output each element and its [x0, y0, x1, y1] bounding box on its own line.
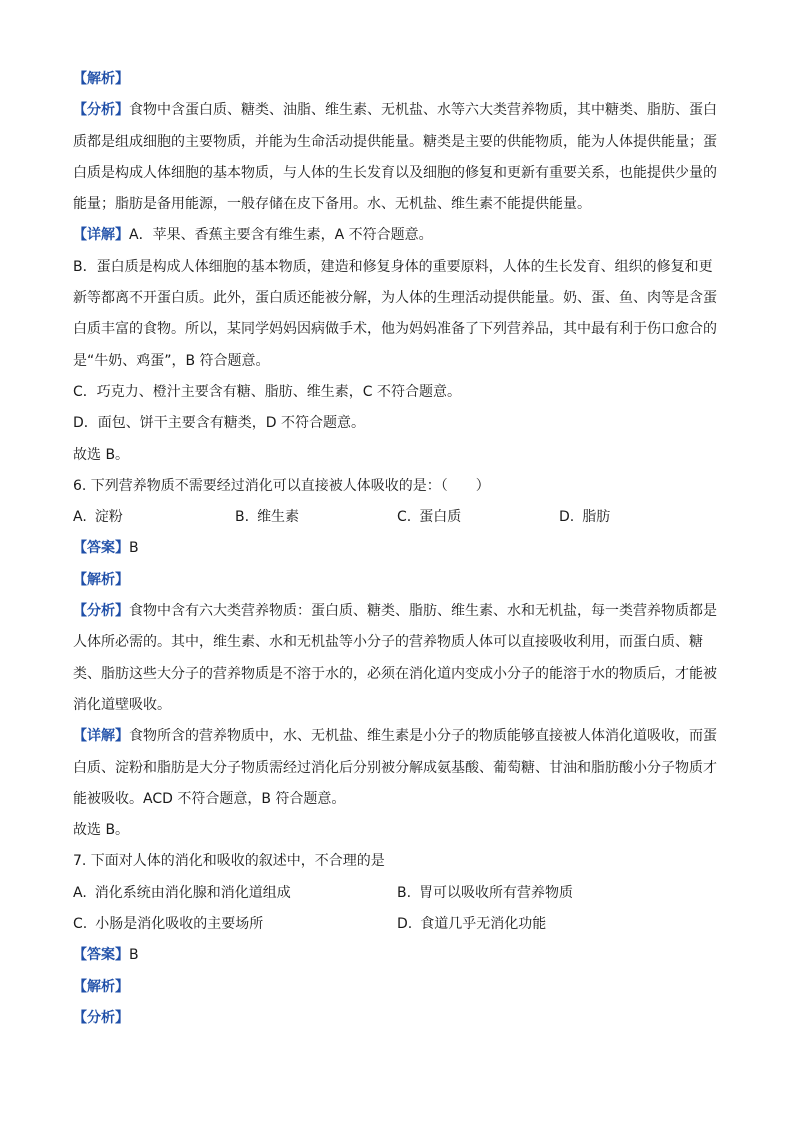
- option-letter: D.: [559, 509, 575, 526]
- q5-b-line-3: 白质丰富的食物。所以，某同学妈妈因病做手术，他为妈妈准备了下列营养品，其中最有利于伤口愈合的: [73, 321, 717, 338]
- answer-tag: 【答案】: [73, 947, 129, 964]
- jiexi-tag: 【解析】: [73, 571, 129, 588]
- q7-options-row-1: [73, 878, 721, 909]
- option-text: 小肠是消化吸收的主要场所: [95, 916, 264, 933]
- option-text: 食道几乎无消化功能: [420, 916, 547, 933]
- q6-option-c: [397, 502, 461, 533]
- q6-fenxi-line-4: 消化道壁吸收。: [73, 696, 171, 713]
- q6-stem: 6. 下列营养物质不需要经过消化可以直接被人体吸收的是：（ ）: [73, 477, 490, 494]
- q7-option-b: [397, 878, 573, 909]
- xiangjie-tag: 【详解】: [73, 227, 129, 244]
- q6-options: [73, 502, 721, 533]
- option-text: 维生素: [257, 509, 300, 526]
- q5-b-line-1: B．蛋白质是构成人体细胞的基本物质，建造和修复身体的重要原料，人体的生长发育、组织的修复和更: [73, 258, 713, 275]
- q6-xiangjie-line-3: 能被吸收。ACD 不符合题意，B 符合题意。: [73, 790, 346, 807]
- option-text: 蛋白质: [419, 509, 462, 526]
- option-letter: A.: [73, 884, 87, 901]
- q6-fenxi-line-3: 类、脂肪这些大分子的营养物质是不溶于水的，必须在消化道内变成小分子的能溶于水的物质后，才能被: [73, 665, 717, 682]
- q5-fenxi-line-2: 质都是组成细胞的主要物质，并能为生命活动提供能量。糖类是主要的供能物质，能为人体提供能量；蛋: [73, 133, 717, 150]
- q7-option-d: [397, 909, 546, 940]
- fenxi-tag: 【分析】: [73, 1009, 129, 1026]
- q6-xiangjie-line-1: [73, 721, 721, 752]
- q5-xiangjie-a: [73, 220, 721, 251]
- q6-option-d: [559, 502, 610, 533]
- xiangjie-text: 食物所含的营养物质中，水、无机盐、维生素是小分子的物质能够直接被人体消化道吸收，而蛋: [129, 728, 717, 745]
- q5-b-line-4: 是“牛奶、鸡蛋”，B 符合题意。: [73, 352, 270, 369]
- fenxi-tag: 【分析】: [73, 102, 129, 119]
- q7-option-c: [73, 909, 263, 940]
- option-letter: C.: [73, 916, 88, 933]
- option-letter: A.: [73, 509, 87, 526]
- q6-fenxi-line-2: 人体所必需的。其中，维生素、水和无机盐等小分子的营养物质人体可以直接吸收利用，而蛋白质、糖: [73, 634, 703, 651]
- jiexi-tag: 【解析】: [73, 978, 129, 995]
- answer-value: B: [129, 947, 139, 964]
- q7-answer: [73, 940, 721, 971]
- option-text: 胃可以吸收所有营养物质: [419, 884, 574, 901]
- xiangjie-text: A．苹果、香蕉主要含有维生素，A 不符合题意。: [129, 227, 433, 244]
- q6-conclusion: 故选 B。: [73, 822, 130, 839]
- option-letter: C.: [397, 509, 412, 526]
- q6-xiangjie-line-2: 白质、淀粉和脂肪是大分子物质需经过消化后分别被分解成氨基酸、葡萄糖、甘油和脂肪酸小分子物质才: [73, 759, 717, 776]
- xiangjie-tag: 【详解】: [73, 728, 129, 745]
- q7-options-row-2: [73, 909, 721, 940]
- q7-option-a: [73, 878, 291, 909]
- q5-fenxi-line-3: 白质是构成人体细胞的基本物质，与人体的生长发育以及细胞的修复和更新有重要关系，也能提供少量的: [73, 164, 717, 181]
- answer-value: B: [129, 540, 139, 557]
- fenxi-tag: 【分析】: [73, 603, 129, 620]
- option-letter: B.: [397, 884, 412, 901]
- fenxi-text: 食物中含蛋白质、糖类、油脂、维生素、无机盐、水等六大类营养物质，其中糖类、脂肪、蛋白: [129, 102, 717, 119]
- q6-option-b: [235, 502, 299, 533]
- q5-b-line-2: 新等都离不开蛋白质。此外，蛋白质还能被分解，为人体的生理活动提供能量。奶、蛋、鱼、肉等是含蛋: [73, 290, 717, 307]
- q6-answer: [73, 533, 721, 564]
- q7-stem: 7. 下面对人体的消化和吸收的叙述中，不合理的是: [73, 853, 385, 870]
- q5-jiexi-heading: [73, 64, 721, 95]
- fenxi-text: 食物中含有六大类营养物质：蛋白质、糖类、脂肪、维生素、水和无机盐，每一类营养物质都是: [129, 603, 717, 620]
- q5-fenxi-line-1: [73, 95, 721, 126]
- option-letter: B.: [235, 509, 250, 526]
- q5-conclusion: 故选 B。: [73, 446, 130, 463]
- q6-jiexi-heading: [73, 565, 721, 596]
- answer-tag: 【答案】: [73, 540, 129, 557]
- q6-option-a: [73, 502, 123, 533]
- q7-jiexi-heading: [73, 972, 721, 1003]
- option-text: 消化系统由消化腺和消化道组成: [94, 884, 291, 901]
- q5-c-line: C．巧克力、橙汁主要含有糖、脂肪、维生素，C 不符合题意。: [73, 383, 461, 400]
- q5-d-line: D．面包、饼干主要含有糖类，D 不符合题意。: [73, 415, 366, 432]
- option-letter: D.: [397, 916, 413, 933]
- q7-fenxi-heading: [73, 1003, 721, 1034]
- option-text: 脂肪: [582, 509, 611, 526]
- q5-fenxi-line-4: 能量；脂肪是备用能源，一般存储在皮下备用。水、无机盐、维生素不能提供能量。: [73, 196, 591, 213]
- document-page: [73, 64, 721, 1034]
- q6-fenxi-line-1: [73, 596, 721, 627]
- jiexi-tag: 【解析】: [73, 71, 129, 87]
- option-text: 淀粉: [94, 509, 123, 526]
